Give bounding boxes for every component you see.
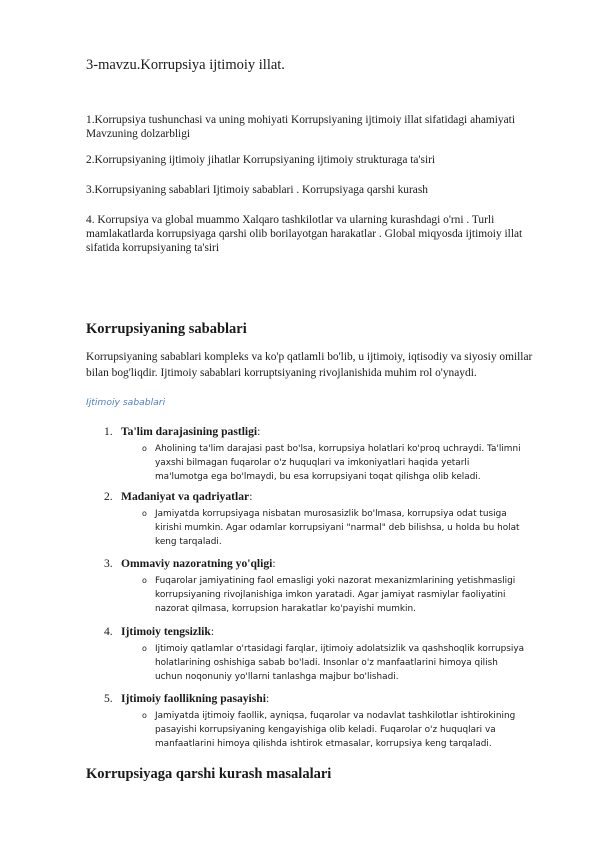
- list-item-colon: :: [249, 490, 253, 503]
- bullet-marker: o: [142, 711, 147, 720]
- list-item-colon: :: [265, 692, 270, 705]
- list-item: [104, 624, 564, 685]
- list-item-heading: [104, 489, 564, 504]
- list-item-bullet: [104, 709, 525, 752]
- subheading-social-causes: Ijtimoiy sabablari: [86, 397, 166, 408]
- list-item-number: 5.: [104, 692, 113, 705]
- section-heading-causes: Korrupsiyaning sabablari: [86, 321, 247, 337]
- list-item-heading: [104, 556, 564, 571]
- list-item: [104, 691, 564, 752]
- page-title: 3-mavzu.Korrupsiya ijtimoiy illat.: [86, 57, 285, 73]
- list-item-colon: :: [257, 425, 261, 438]
- topic-3: 3.Korrupsiyaning sabablari Ijtimoiy sabablari . Korrupsiyaga qarshi kurash: [86, 184, 428, 196]
- list-item-heading: [104, 691, 564, 706]
- list-item-text: Fuqarolar jamiyatining faol emasligi yoki nazorat mexanizmlarining yetishmasligi korrupsiyaning rivojlanishiga imkon yaratadi. Agar jamiyat rasmiylar faoliyatini nazorat qilmasa, korrupsion harakatlar ko'payishi mumkin.: [155, 576, 516, 615]
- list-item-number: 2.: [104, 490, 113, 503]
- list-item-number: 1.: [104, 425, 113, 438]
- list-item-text: Ijtimoiy qatlamlar o'rtasidagi farqlar, ijtimoiy adolatsizlik va qashshoqlik korrupsiya holatlarining oshishiga sabab bo'ladi. Insonlar o'z manfaatlarini himoya qilish uchun noqonuniy yo'llarni tanlashga majbur bo'lishadi.: [155, 644, 525, 683]
- list-item-colon: :: [272, 557, 276, 570]
- bullet-marker: o: [142, 644, 147, 653]
- section-intro: Korrupsiyaning sabablari kompleks va ko'p qatlamli bo'lib, u ijtimoiy, iqtisodiy va siyosiy omillar bilan bog'liqdir. Ijtimoiy sabablari korruptsiyaning rivojlanishida muhim rol o'ynaydi.: [86, 351, 533, 379]
- bullet-marker: o: [142, 509, 147, 518]
- list-item-number: 4.: [104, 625, 113, 638]
- list-item-heading: [104, 424, 564, 439]
- list-item-text: Aholining ta'lim darajasi past bo'lsa, korrupsiya holatlari ko'proq uchraydi. Ta'limni yaxshi bilmagan fuqarolar o'z huquqlari va imkoniyatlari haqida yetarli ma'lumotga ega bo'lmaydi, bu esa korrupsiyani toqat qilishga olib keladi.: [155, 444, 521, 483]
- list-item-bullet: [104, 642, 525, 685]
- list-item-title: Ijtimoiy faollikning pasayishi: [121, 692, 266, 705]
- list-item: [104, 424, 564, 485]
- list-item-title: Ta'lim darajasining pastligi: [121, 425, 258, 438]
- list-item-bullet: [104, 507, 525, 550]
- list-item: [104, 556, 564, 617]
- bullet-marker: o: [142, 444, 147, 453]
- list-item-title: Ijtimoiy tengsizlik: [121, 625, 211, 638]
- topic-2: 2.Korrupsiyaning ijtimoiy jihatlar Korrupsiyaning ijtimoiy strukturaga ta'siri: [86, 154, 436, 166]
- bullet-marker: o: [142, 576, 147, 585]
- list-item-colon: :: [210, 625, 215, 638]
- list-item-number: 3.: [104, 557, 113, 570]
- list-item-bullet: [104, 574, 525, 617]
- topic-1: 1.Korrupsiya tushunchasi va uning mohiyati Korrupsiyaning ijtimoiy illat sifatidagi ahamiyati Mavzuning dolzarbligi: [86, 114, 515, 140]
- list-item-heading: [104, 624, 564, 639]
- list-item-text: Jamiyatda korrupsiyaga nisbatan murosasizlik bo'lmasa, korrupsiya odat tusiga kirishi mumkin. Agar odamlar korrupsiyani "narmal" deb bilishsa, u holda bu holat keng tarqaladi.: [155, 509, 520, 548]
- list-item-text: Jamiyatda ijtimoiy faollik, ayniqsa, fuqarolar va nodavlat tashkilotlar ishtirokining pasayishi korrupsiyaning kengayishiga olib keladi. Fuqarolar o'z huquqlari va manfaatlarini himoya qilishda ishtirok etmasalar, korrupsiya keng tarqaladi.: [155, 711, 516, 750]
- list-item-title: Ommaviy nazoratning yo'qligi: [121, 557, 273, 570]
- list-item-bullet: [104, 442, 525, 485]
- list-item: [104, 489, 564, 550]
- topic-4: 4. Korrupsiya va global muammo Xalqaro tashkilotlar va ularning kurashdagi o'rni . Turli mamlakatlarda korrupsiyaga qarshi olib borilayotgan harakatlar . Global miqyosda ijtimoiy illat sifatida korrupsiyaning ta'siri: [86, 214, 523, 254]
- list-item-title: Madaniyat va qadriyatlar: [121, 490, 250, 503]
- section-heading-anticorruption: Korrupsiyaga qarshi kurash masalalari: [86, 766, 332, 782]
